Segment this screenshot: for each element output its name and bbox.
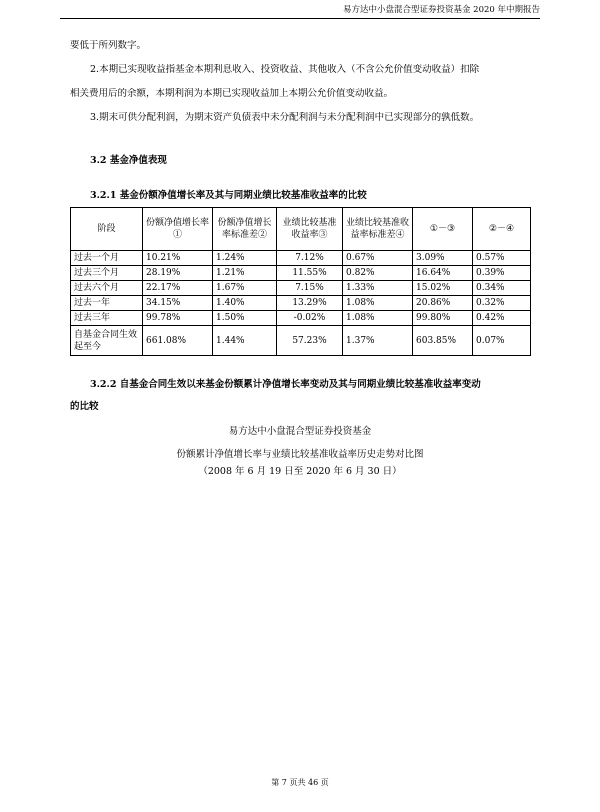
chart-fund-name: 易方达中小盘混合型证券投资基金 [228, 426, 372, 437]
table-cell: 1.40% [213, 296, 277, 311]
table-row [71, 311, 531, 326]
table-cell: 3.09% [413, 251, 473, 266]
table-cell: 0.07% [473, 326, 531, 356]
table-cell: 1.33% [343, 281, 413, 296]
table-cell: 22.17% [143, 281, 213, 296]
table-cell: 1.44% [213, 326, 277, 356]
table-cell: 28.19% [143, 266, 213, 281]
column-header: 业绩比较基准收益率标准差④ [343, 208, 413, 251]
table-cell: 11.55% [277, 266, 343, 281]
column-header: 阶段 [71, 208, 143, 251]
column-header: ②－④ [473, 208, 531, 251]
table-cell: 13.29% [277, 296, 343, 311]
table-row [71, 326, 531, 356]
table-cell: 7.15% [277, 281, 343, 296]
table-cell: 20.86% [413, 296, 473, 311]
section-heading-3-2-2: 3.2.2 自基金合同生效以来基金份额累计净值增长率变动及其与同期业绩比较基准收益率变动 [90, 379, 481, 390]
column-header: 份额净值增长率标准差② [213, 208, 277, 251]
section-heading-3-2: 3.2 基金净值表现 [90, 155, 167, 166]
table-cell: 1.37% [343, 326, 413, 356]
table-cell: 99.80% [413, 311, 473, 326]
chart-title: 份额累计净值增长率与业绩比较基准收益率历史走势对比图 [176, 449, 424, 460]
table-cell: 99.78% [143, 311, 213, 326]
table-cell: 1.08% [343, 311, 413, 326]
table-cell: 661.08% [143, 326, 213, 356]
table-cell: 自基金合同生效起至今 [71, 326, 143, 356]
note-2-line-2: 相关费用后的余额，本期利润为本期已实现收益加上本期公允价值变动收益。 [70, 88, 394, 99]
table-cell: 1.50% [213, 311, 277, 326]
column-header: 业绩比较基准收益率③ [277, 208, 343, 251]
section-heading-3-2-1: 3.2.1 基金份额净值增长率及其与同期业绩比较基准收益率的比较 [90, 190, 367, 201]
table-cell: 过去三个月 [71, 266, 143, 281]
page-number: 第 7 页共 46 页 [271, 778, 329, 787]
table-cell: 0.42% [473, 311, 531, 326]
table-header-row [71, 208, 531, 251]
note-2-line-1: 2.本期已实现收益指基金本期利息收入、投资收益、其他收入（不含公允价值变动收益）扣除 [90, 64, 480, 75]
table-cell: 603.85% [413, 326, 473, 356]
page-header [60, 4, 540, 19]
table-cell: 57.23% [277, 326, 343, 356]
table-cell: 过去六个月 [71, 281, 143, 296]
note-3: 3.期末可供分配利润，为期末资产负债表中未分配利润与未分配利润中已实现部分的孰低数。 [90, 112, 480, 123]
table-row [71, 251, 531, 266]
table-cell: 0.32% [473, 296, 531, 311]
table-cell: 34.15% [143, 296, 213, 311]
table-cell: 0.34% [473, 281, 531, 296]
paragraph-continuation: 要低于所列数字。 [70, 40, 147, 51]
table-cell: 过去一年 [71, 296, 143, 311]
table-row [71, 266, 531, 281]
table-cell: 0.39% [473, 266, 531, 281]
table-cell: 1.21% [213, 266, 277, 281]
table-cell: 0.82% [343, 266, 413, 281]
column-header: ①－③ [413, 208, 473, 251]
table-cell: 10.21% [143, 251, 213, 266]
table-cell: 1.08% [343, 296, 413, 311]
table-cell: 1.67% [213, 281, 277, 296]
chart-period: （2008 年 6 月 19 日至 2020 年 6 月 30 日） [198, 466, 402, 477]
table-cell: 16.64% [413, 266, 473, 281]
table-cell: 7.12% [277, 251, 343, 266]
performance-table [70, 207, 531, 356]
table-cell: 1.24% [213, 251, 277, 266]
table-cell: 过去三年 [71, 311, 143, 326]
table-cell: 0.57% [473, 251, 531, 266]
table-row [71, 281, 531, 296]
table-row [71, 296, 531, 311]
report-title: 易方达中小盘混合型证券投资基金 2020 年中期报告 [342, 5, 540, 15]
section-heading-3-2-2-cont: 的比较 [70, 401, 99, 412]
table-cell: -0.02% [277, 311, 343, 326]
table-cell: 15.02% [413, 281, 473, 296]
column-header: 份额净值增长率① [143, 208, 213, 251]
table-cell: 过去一个月 [71, 251, 143, 266]
table-cell: 0.67% [343, 251, 413, 266]
